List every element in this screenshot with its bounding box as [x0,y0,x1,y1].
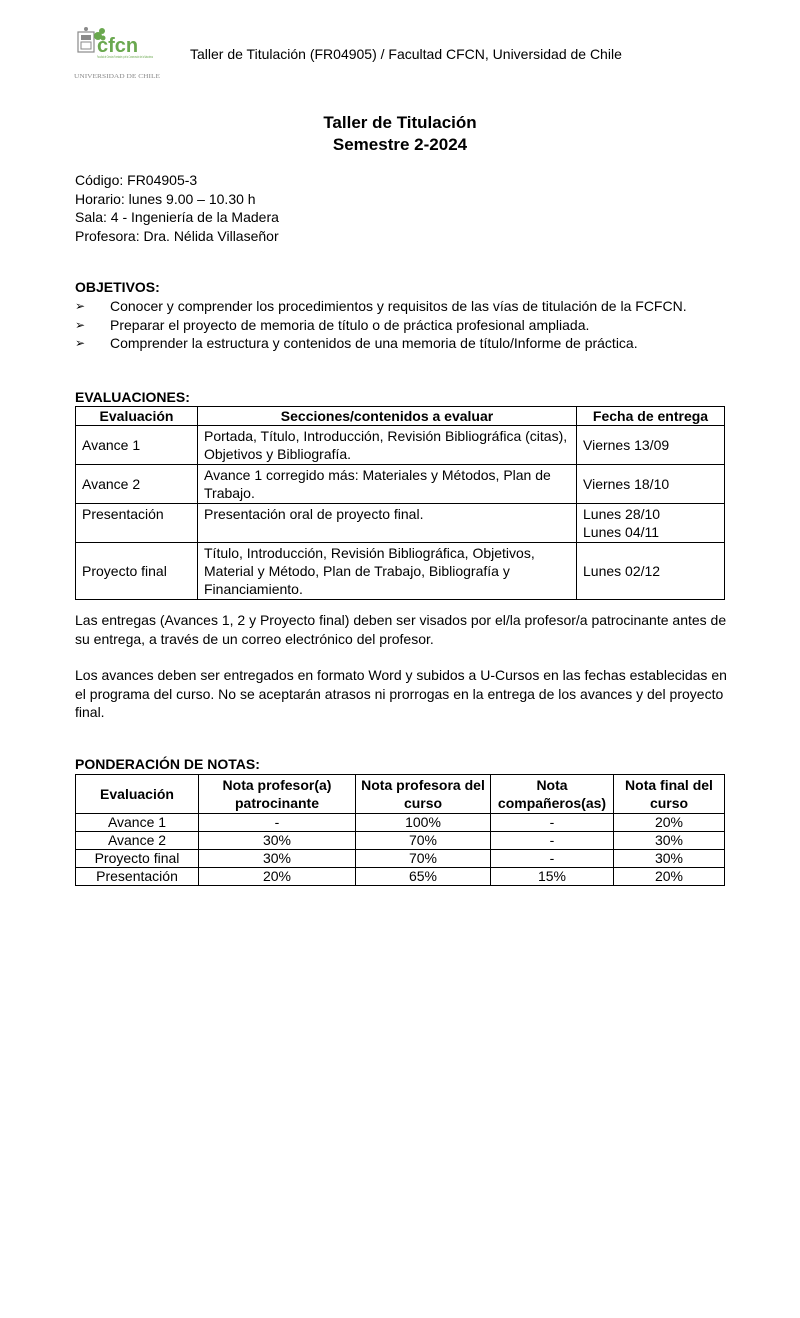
info-profesora: Profesora: Dra. Nélida Villaseñor [75,227,279,244]
table-row: Avance 2 30% 70% - 30% [76,832,725,850]
arrow-bullet-icon: ➢ [75,299,86,313]
page-subtitle: Semestre 2-2024 [332,135,468,154]
cell-fecha: Lunes 28/10 Lunes 04/11 [577,504,725,543]
course-info [75,171,279,245]
column-header: Nota profesora del curso [356,775,491,814]
cell-contenido: Presentación oral de proyecto final. [198,504,577,543]
ponderacion-table [75,774,725,886]
table-row [76,465,725,504]
cell-contenido: Título, Introducción, Revisión Bibliográfica, Objetivos, Material y Método, Plan de Trabajo, Bibliografía y Financiamiento. [198,543,577,600]
list-item: ➢ Comprender la estructura y contenidos de una memoria de título/Informe de práctica. [75,335,638,351]
logo-brand: cfcn [97,35,139,57]
cell-evaluacion: Proyecto final [76,543,198,600]
column-header: Secciones/contenidos a evaluar [198,407,577,426]
table-row [76,543,725,600]
table-row [76,504,725,543]
page-title: Taller de Titulación [323,113,477,132]
column-header: Nota profesor(a) patrocinante [199,775,356,814]
info-sala: Sala: 4 - Ingeniería de la Madera [75,209,279,225]
objetivos-heading: OBJETIVOS: [75,279,160,295]
logo-university: UNIVERSIDAD DE CHILE [74,73,161,80]
page-header [72,26,732,82]
cell-evaluacion: Avance 2 [76,465,198,504]
university-crest-icon [78,27,94,52]
paragraph-entregas: Las entregas (Avances 1, 2 y Proyecto final) deben ser visados por el/la profesor/a patrocinante antes de su entrega, a través de un correo electrónico del profesor. [75,612,727,647]
ponderacion-heading: PONDERACIÓN DE NOTAS: [75,756,260,772]
cell-evaluacion: Presentación [76,504,198,543]
table-row: Proyecto final 30% 70% - 30% [76,850,725,868]
column-header: Evaluación [76,407,198,426]
info-codigo: Código: FR04905-3 [75,172,198,188]
list-item: ➢ Conocer y comprender los procedimientos y requisitos de las vías de titulación de la FCFCN. [75,298,687,314]
logo-subtitle: Facultad de Ciencias Forestales y de la Conservación de la Naturaleza [97,55,153,59]
table-row: Avance 1 - 100% - 20% [76,814,725,832]
header-text: Taller de Titulación (FR04905) / Facultad CFCN, Universidad de Chile [190,46,622,62]
table-row [76,426,725,465]
column-header: Evaluación [76,775,199,814]
table-header-row [76,775,725,814]
arrow-bullet-icon: ➢ [75,336,86,350]
list-item: ➢ Preparar el proyecto de memoria de título o de práctica profesional ampliada. [75,316,590,333]
column-header: Fecha de entrega [577,407,725,426]
faculty-logo [72,26,162,82]
table-header-row [76,407,725,426]
cell-contenido: Avance 1 corregido más: Materiales y Métodos, Plan de Trabajo. [198,465,577,504]
objetivos-list [75,297,687,353]
cell-contenido: Portada, Título, Introducción, Revisión Bibliográfica (citas), Objetivos y Bibliografía. [198,426,577,465]
cell-fecha: Viernes 13/09 [577,426,725,465]
paragraph-avances: Los avances deben ser entregados en formato Word y subidos a U-Cursos en las fechas establecidas en el programa del curso. No se aceptarán atrasos ni prorrogas en la entrega de los avances y del proyecto final. [75,667,727,720]
cell-evaluacion: Avance 1 [76,426,198,465]
arrow-bullet-icon: ➢ [75,317,86,332]
table-row: Presentación 20% 65% 15% 20% [76,868,725,886]
info-horario: Horario: lunes 9.00 – 10.30 h [75,190,256,207]
column-header: Nota final del curso [614,775,725,814]
evaluaciones-heading: EVALUACIONES: [75,389,190,405]
evaluaciones-table [75,406,725,600]
cell-fecha: Viernes 18/10 [577,465,725,504]
column-header: Nota compañeros(as) [491,775,614,814]
cell-fecha: Lunes 02/12 [577,543,725,600]
